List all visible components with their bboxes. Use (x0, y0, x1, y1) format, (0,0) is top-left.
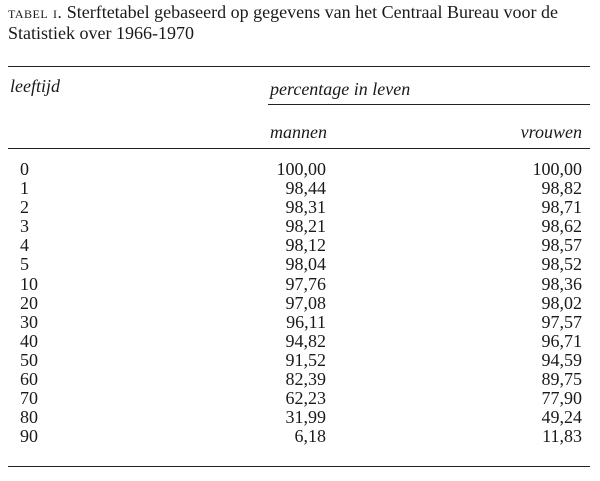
cell-age: 5 (20, 254, 29, 275)
cell-men: 98,31 (285, 197, 326, 218)
cell-women: 98,36 (541, 273, 582, 294)
cell-men: 97,08 (285, 292, 326, 313)
cell-age: 10 (20, 273, 38, 294)
cell-age: 4 (20, 235, 29, 256)
cell-age: 80 (20, 407, 38, 428)
cell-women: 49,24 (541, 407, 582, 428)
table-row (0, 389, 600, 408)
cell-men: 98,04 (285, 254, 326, 275)
cell-age: 2 (20, 197, 29, 218)
cell-age: 40 (20, 330, 38, 351)
cell-women: 98,02 (541, 292, 582, 313)
cell-age: 0 (20, 159, 29, 179)
cell-men: 91,52 (285, 349, 326, 370)
table-body (0, 160, 600, 446)
header-age: leeftijd (10, 76, 60, 96)
table-row (0, 408, 600, 427)
table-row (0, 255, 600, 274)
table-row (0, 179, 600, 198)
cell-women: 77,90 (541, 388, 582, 409)
table-number: tabel i. (8, 3, 63, 22)
cell-men: 82,39 (285, 369, 326, 390)
header-group: percentage in leven (270, 79, 411, 99)
cell-men: 94,82 (285, 330, 326, 351)
header-men: mannen (270, 122, 327, 142)
table-row (0, 313, 600, 332)
cell-men: 6,18 (294, 426, 326, 447)
table-row (0, 370, 600, 389)
cell-age: 90 (20, 426, 38, 447)
table-row (0, 217, 600, 236)
cell-age: 3 (20, 216, 29, 237)
header-women: vrouwen (520, 122, 582, 142)
cell-women: 98,62 (541, 216, 582, 237)
cell-men: 31,99 (285, 407, 326, 428)
cell-women: 94,59 (541, 349, 582, 370)
cell-age: 70 (20, 388, 38, 409)
cell-men: 97,76 (285, 273, 326, 294)
table-row (0, 332, 600, 351)
cell-women: 11,83 (542, 426, 582, 447)
cell-women: 89,75 (541, 369, 582, 390)
cell-men: 96,11 (286, 311, 326, 332)
cell-age: 30 (20, 311, 38, 332)
table-caption (8, 2, 596, 44)
bottom-rule (8, 466, 590, 467)
cell-men: 62,23 (285, 388, 326, 409)
table-row (0, 351, 600, 370)
top-rule (8, 66, 590, 67)
cell-women: 97,57 (541, 311, 582, 332)
cell-men: 98,44 (285, 178, 326, 199)
table-title: Sterftetabel gebaseerd op gegevens van het Centraal Bureau voor de Statistiek over 1966-1970 (8, 2, 559, 43)
cell-age: 20 (20, 292, 38, 313)
cell-women: 100,00 (532, 159, 582, 179)
table-row (0, 294, 600, 313)
table-row (0, 275, 600, 294)
cell-men: 98,12 (285, 235, 326, 256)
cell-men: 100,00 (276, 159, 326, 179)
table-row (0, 160, 600, 179)
cell-women: 98,82 (541, 178, 582, 199)
cell-women: 98,57 (541, 235, 582, 256)
header-rule (8, 148, 590, 149)
group-rule (268, 104, 590, 105)
cell-age: 60 (20, 369, 38, 390)
cell-women: 98,52 (541, 254, 582, 275)
table-row (0, 427, 600, 446)
cell-age: 50 (20, 349, 38, 370)
cell-women: 96,71 (541, 330, 582, 351)
cell-men: 98,21 (285, 216, 326, 237)
cell-women: 98,71 (541, 197, 582, 218)
cell-age: 1 (20, 178, 29, 199)
table-row (0, 198, 600, 217)
table-row (0, 236, 600, 255)
